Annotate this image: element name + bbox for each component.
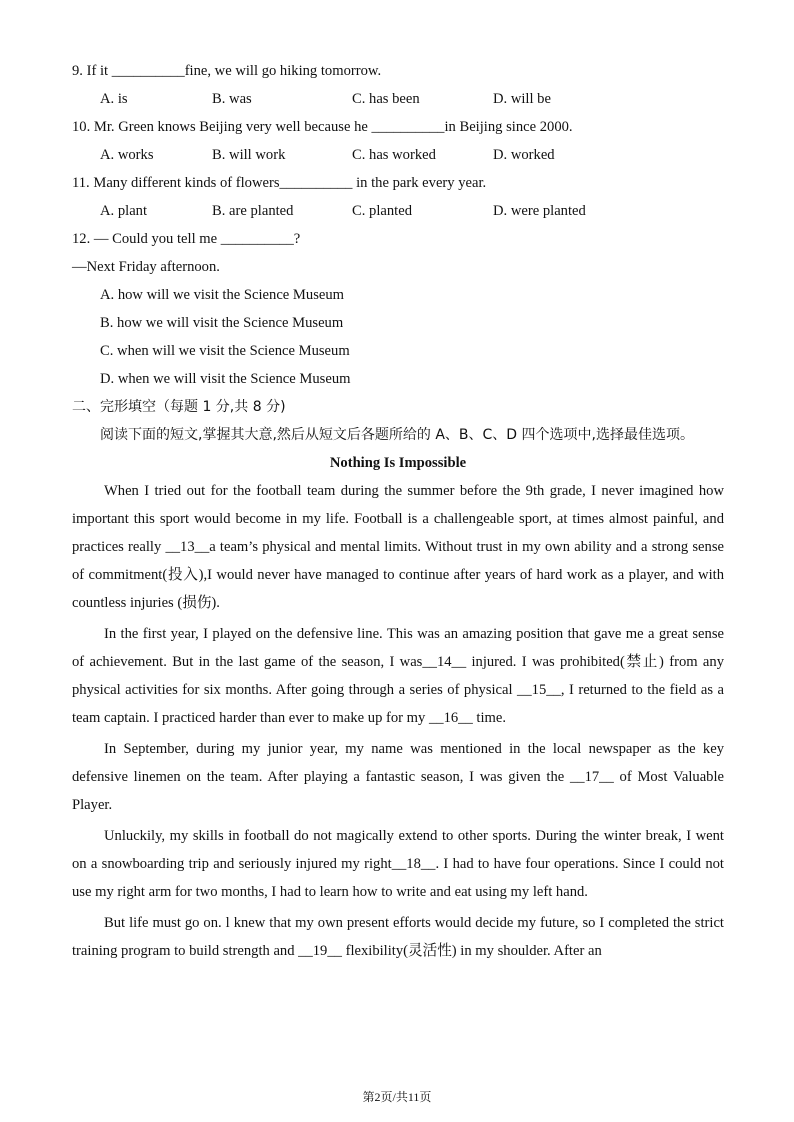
question-11-stem: 11. Many different kinds of flowers__________ in the park every year. — [72, 175, 487, 191]
question-12-option-a: A. how will we visit the Science Museum — [100, 287, 345, 303]
question-9-option-c: C. has been — [352, 91, 420, 107]
passage-paragraph-2: In the first year, I played on the defensive line. This was an amazing position that gave me a great sense of achievement. But in the last game of the season, I was__14__ injured. I was prohibited(禁止) from any physical activities for six months. After going through a series of physical __15__, I returned to the field as a team captain. I practiced harder than ever to make up for my __16__ time. — [72, 626, 724, 726]
question-10-option-b: B. will work — [212, 147, 286, 163]
question-12-option-b: B. how we will visit the Science Museum — [100, 315, 344, 331]
passage-title: Nothing Is Impossible — [329, 455, 467, 471]
question-11-option-d: D. were planted — [493, 203, 586, 219]
question-10-option-c: C. has worked — [352, 147, 436, 163]
question-10-options — [72, 141, 724, 169]
section-2-instruction: 阅读下面的短文,掌握其大意,然后从短文后各题所给的 A、B、C、D 四个选项中,选择最佳选项。 — [100, 427, 694, 443]
page-footer: 第2页/共11页 — [362, 1090, 432, 1104]
question-12-option-c: C. when will we visit the Science Museum — [100, 343, 350, 359]
question-9-option-a: A. is — [100, 91, 128, 107]
passage-paragraph-3: In September, during my junior year, my name was mentioned in the local newspaper as the key defensive linemen on the team. After playing a fantastic season, I was given the __17__ of Most Valuable Player. — [72, 741, 724, 813]
question-9-stem: 9. If it __________fine, we will go hiking tomorrow. — [72, 63, 382, 79]
question-9-option-d: D. will be — [493, 91, 551, 107]
question-10-stem: 10. Mr. Green knows Beijing very well because he __________in Beijing since 2000. — [72, 119, 573, 135]
passage-paragraph-1: When I tried out for the football team during the summer before the 9th grade, I never imagined how important this sport would become in my life. Football is a challengeable sport, at times almost painful, and practices really __13__a team’s physical and mental limits. Without trust in my own ability and a strong sense of commitment(投入),I would never have managed to continue after years of hard work as a player, and with countless injuries (损伤). — [72, 483, 724, 611]
section-2-heading: 二、完形填空（每题 1 分,共 8 分) — [72, 399, 286, 415]
question-12-option-d: D. when we will visit the Science Museum — [100, 371, 351, 387]
question-10-option-d: D. worked — [493, 147, 555, 163]
passage-paragraph-5: But life must go on. l knew that my own present efforts would decide my future, so I completed the strict training program to build strength and __19__ flexibility(灵活性) in my shoulder. After an — [72, 915, 724, 959]
question-11-options — [72, 197, 724, 225]
question-11-option-a: A. plant — [100, 203, 148, 219]
question-9-option-b: B. was — [212, 91, 252, 107]
exam-page — [72, 57, 724, 965]
passage-paragraph-4: Unluckily, my skills in football do not magically extend to other sports. During the winter break, I went on a snowboarding trip and seriously injured my right__18__. I had to have four operations. Since I could not use my right arm for two months, I had to learn how to write and eat using my left hand. — [72, 828, 724, 900]
question-9-options — [72, 85, 724, 113]
question-12-stem: 12. — Could you tell me __________? — [72, 231, 301, 247]
question-12-answer-line: —Next Friday afternoon. — [72, 259, 220, 275]
question-10-option-a: A. works — [100, 147, 154, 163]
question-11-option-b: B. are planted — [212, 203, 294, 219]
question-11-option-c: C. planted — [352, 203, 412, 219]
